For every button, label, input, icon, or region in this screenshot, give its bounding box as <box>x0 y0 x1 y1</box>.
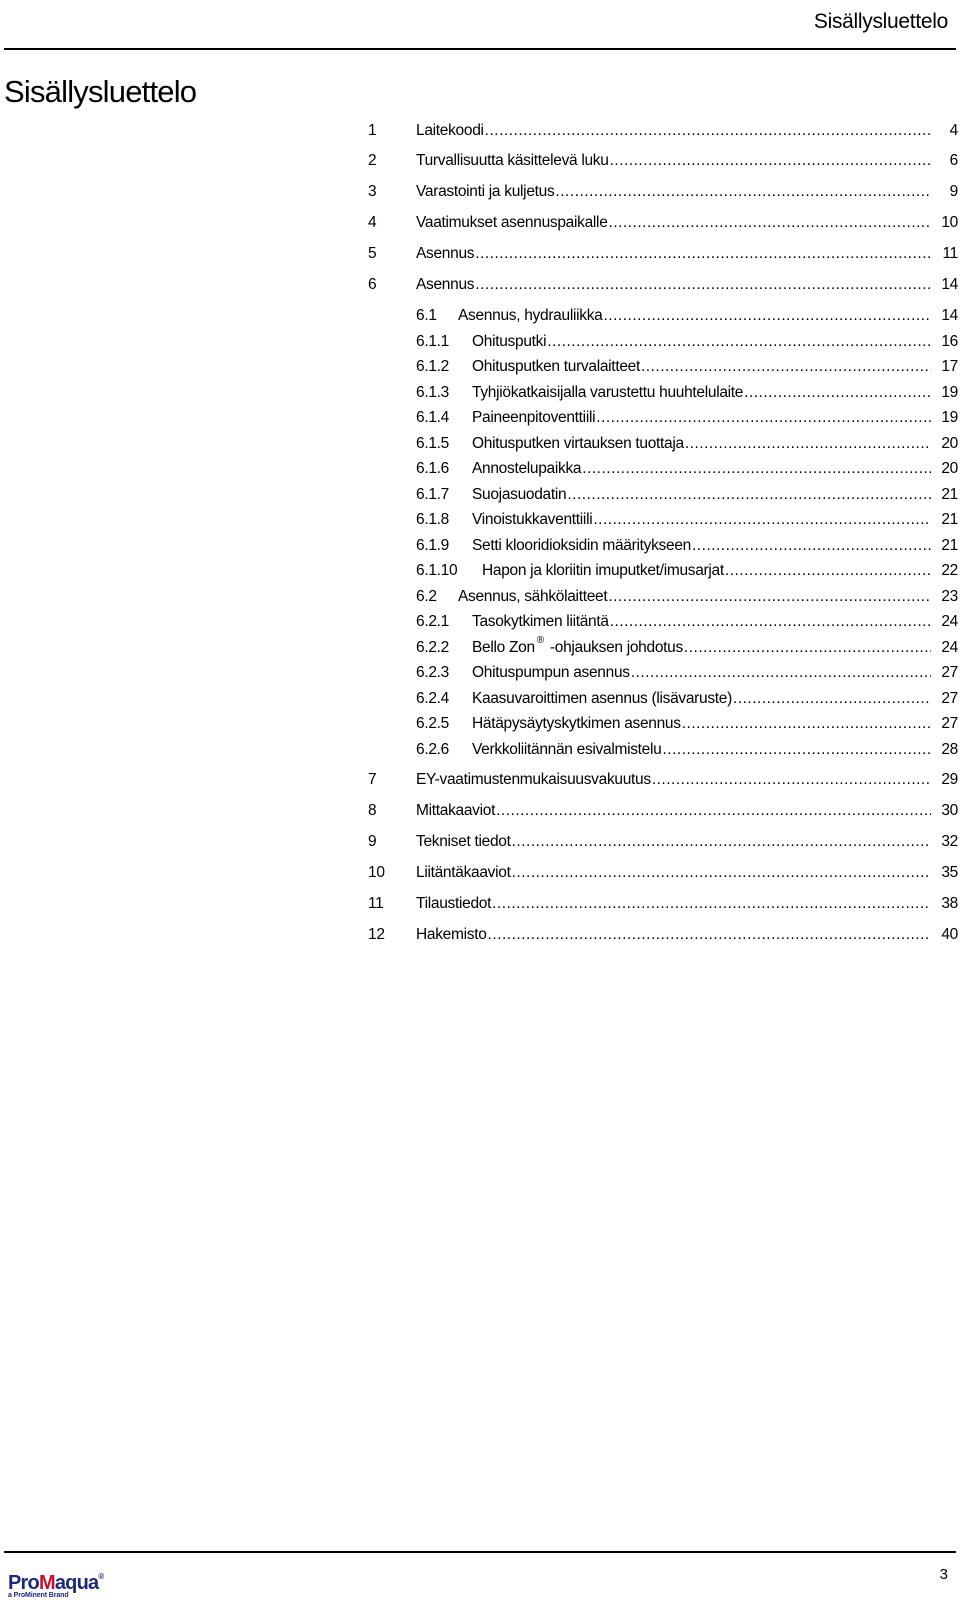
toc-entry-title[interactable]: Mittakaaviot <box>416 802 496 819</box>
toc-dot-leader <box>610 613 931 631</box>
toc-entry-title-part: Bello Zon <box>472 638 535 656</box>
toc-entry-page[interactable]: 23 <box>941 587 958 605</box>
toc-subentry-6-2-6[interactable] <box>368 741 958 767</box>
header-divider <box>4 48 956 50</box>
toc-dot-leader <box>512 864 931 882</box>
toc-entry-title[interactable]: Verkkoliitännän esivalmistelu <box>472 740 662 758</box>
toc-entry-page[interactable]: 35 <box>941 864 958 881</box>
toc-entry-title[interactable]: Asennus <box>416 245 475 262</box>
toc-entry-number: 1 <box>368 122 377 139</box>
table-of-contents <box>368 122 958 957</box>
toc-entry-title[interactable]: Tilaustiedot <box>416 895 492 912</box>
toc-dot-leader <box>596 409 931 427</box>
toc-entry-title[interactable] <box>472 635 683 657</box>
toc-entry-number: 6.1.2 <box>416 358 449 375</box>
toc-entry-title[interactable]: Vinoistukkaventtiili <box>472 511 593 528</box>
toc-dot-leader <box>662 741 931 759</box>
toc-entry-title[interactable]: Laitekoodi <box>416 122 484 139</box>
toc-dot-leader <box>684 639 931 657</box>
toc-dot-leader <box>488 926 931 944</box>
toc-entry-number: 3 <box>368 183 377 200</box>
toc-entry-title[interactable]: Vaatimukset asennuspaikalle <box>416 214 608 231</box>
toc-entry-number: 11 <box>368 895 384 912</box>
toc-entry-page[interactable]: 19 <box>941 409 958 426</box>
toc-entry-number: 6.1.10 <box>416 562 458 579</box>
toc-dot-leader <box>608 588 931 606</box>
page-number: 3 <box>939 1566 948 1583</box>
toc-entry-title[interactable]: Tekniset tiedot <box>416 833 511 850</box>
toc-entry-page[interactable]: 21 <box>941 485 958 503</box>
toc-entry-title-part: -ohjauksen johdotus <box>545 638 683 656</box>
toc-entry-title[interactable]: Tasokytkimen liitäntä <box>472 613 609 630</box>
toc-dot-leader <box>631 664 931 682</box>
toc-entry-page[interactable]: 21 <box>941 536 958 554</box>
toc-subentry-6-2-2[interactable] <box>368 635 958 665</box>
footer-divider <box>4 1551 956 1553</box>
toc-entry-number: 6.1 <box>416 307 437 324</box>
toc-subentry-6-1-5[interactable] <box>368 435 958 461</box>
toc-entry-page[interactable]: 14 <box>941 276 958 293</box>
toc-entry-page[interactable]: 28 <box>941 740 958 758</box>
toc-dot-leader <box>603 307 931 325</box>
toc-entry-page[interactable]: 20 <box>941 460 958 477</box>
toc-entry-10[interactable] <box>368 864 958 895</box>
toc-subentry-6-2-3[interactable] <box>368 664 958 690</box>
toc-dot-leader <box>485 122 931 140</box>
toc-entry-number: 6.1.1 <box>416 332 449 350</box>
toc-dot-leader <box>496 802 931 820</box>
toc-entry-number: 6.1.9 <box>416 536 449 554</box>
toc-entry-number: 12 <box>368 926 385 943</box>
toc-entry-page[interactable]: 17 <box>941 358 958 375</box>
toc-entry-title[interactable]: Asennus, sähkölaitteet <box>458 587 608 605</box>
toc-dot-leader <box>609 214 931 232</box>
toc-dot-leader <box>685 435 931 453</box>
toc-subentry-6-1-10[interactable] <box>368 562 958 588</box>
toc-subentry-6-2-5[interactable] <box>368 715 958 741</box>
toc-entry-number: 8 <box>368 802 377 819</box>
toc-subentry-6-2[interactable] <box>368 588 958 614</box>
toc-subentry-6-1-6[interactable] <box>368 460 958 486</box>
toc-entry-page[interactable]: 19 <box>941 383 958 401</box>
toc-entry-number: 2 <box>368 152 377 169</box>
toc-subentry-6-1-9[interactable] <box>368 537 958 563</box>
toc-subentry-6-1-8[interactable] <box>368 511 958 537</box>
toc-entry-number: 6.2.2 <box>416 638 449 656</box>
toc-entry-title[interactable]: Ohitusputken virtauksen tuottaja <box>472 434 684 452</box>
toc-entry-title[interactable]: Kaasuvaroittimen asennus (lisävaruste) <box>472 689 732 707</box>
toc-dot-leader <box>567 486 931 504</box>
toc-entry-title[interactable]: Paineenpitoventtiili <box>472 409 596 426</box>
toc-dot-leader <box>555 183 931 201</box>
toc-dot-leader <box>610 152 931 170</box>
toc-dot-leader <box>682 715 931 733</box>
toc-dot-leader <box>641 358 931 376</box>
toc-entry-5[interactable] <box>368 245 958 276</box>
toc-dot-leader <box>475 245 931 263</box>
toc-subentry-6-2-4[interactable] <box>368 690 958 716</box>
toc-entry-title[interactable]: Liitäntäkaaviot <box>416 864 511 881</box>
toc-subentry-6-1-7[interactable] <box>368 486 958 512</box>
toc-entry-8[interactable] <box>368 802 958 833</box>
toc-dot-leader <box>492 895 931 913</box>
toc-dot-leader <box>652 771 931 789</box>
toc-entry-number: 5 <box>368 245 377 262</box>
toc-entry-title[interactable]: Tyhjiökatkaisijalla varustettu huuhtelulaite <box>472 383 744 401</box>
toc-subentry-6-1-3[interactable] <box>368 384 958 410</box>
toc-entry-4[interactable] <box>368 214 958 245</box>
toc-dot-leader <box>733 690 931 708</box>
toc-entry-number: 6.1.5 <box>416 434 449 452</box>
toc-entry-3[interactable] <box>368 183 958 214</box>
toc-entry-title[interactable]: Ohitusputki <box>472 332 547 350</box>
toc-dot-leader <box>692 537 931 555</box>
toc-entry-number: 9 <box>368 833 377 850</box>
toc-entry-page[interactable]: 29 <box>941 771 958 788</box>
toc-entry-7[interactable] <box>368 771 958 802</box>
toc-entry-number: 6.1.4 <box>416 409 449 426</box>
toc-entry-page[interactable]: 6 <box>949 152 958 169</box>
toc-entry-number: 6.1.6 <box>416 460 449 477</box>
toc-entry-number: 6.2.1 <box>416 613 449 630</box>
toc-entry-title[interactable]: Ohituspumpun asennus <box>472 664 630 681</box>
page-title: Sisällysluettelo <box>4 74 197 109</box>
toc-entry-page[interactable]: 30 <box>941 802 958 819</box>
toc-entry-number: 6.2.4 <box>416 689 449 707</box>
toc-entry-page[interactable]: 20 <box>941 434 958 452</box>
toc-entry-title[interactable]: Varastointi ja kuljetus <box>416 183 555 200</box>
logo-tagline: a ProMinent Brand <box>8 1592 69 1599</box>
toc-entry-page[interactable]: 16 <box>941 332 958 350</box>
toc-entry-1[interactable] <box>368 122 958 152</box>
toc-entry-number: 6.2 <box>416 587 437 605</box>
toc-entry-number: 6 <box>368 276 377 293</box>
toc-entry-title[interactable]: Hätäpysäytyskytkimen asennus <box>472 715 681 732</box>
toc-entry-page[interactable]: 27 <box>941 689 958 707</box>
toc-entry-title[interactable]: Annostelupaikka <box>472 460 582 477</box>
toc-entry-page[interactable]: 24 <box>941 638 958 656</box>
toc-entry-12[interactable] <box>368 926 958 957</box>
toc-entry-number: 6.1.7 <box>416 485 449 503</box>
toc-dot-leader <box>725 562 931 580</box>
toc-dot-leader <box>744 384 931 402</box>
toc-entry-title[interactable]: Setti klooridioksidin määritykseen <box>472 536 691 554</box>
toc-entry-page[interactable]: 27 <box>941 664 958 681</box>
toc-entry-title[interactable]: Ohitusputken turvalaitteet <box>472 358 640 375</box>
toc-entry-6[interactable] <box>368 276 958 307</box>
toc-entry-number: 7 <box>368 771 377 788</box>
toc-dot-leader <box>512 833 931 851</box>
promaqua-logo <box>8 1572 103 1599</box>
toc-subentry-6-1[interactable] <box>368 307 958 333</box>
toc-entry-number: 6.2.6 <box>416 740 449 758</box>
toc-entry-page[interactable]: 14 <box>941 307 958 324</box>
toc-entry-title[interactable]: EY-vaatimustenmukaisuusvakuutus <box>416 771 651 788</box>
toc-subentry-6-1-2[interactable] <box>368 358 958 384</box>
toc-entry-title[interactable]: Suojasuodatin <box>472 485 567 503</box>
toc-subentry-6-1-1[interactable] <box>368 333 958 359</box>
toc-entry-page[interactable]: 22 <box>941 562 958 579</box>
toc-entry-9[interactable] <box>368 833 958 864</box>
toc-entry-page[interactable]: 9 <box>949 183 958 200</box>
logo-wordmark: ProMaqua® <box>8 1572 104 1594</box>
running-header-title: Sisällysluettelo <box>813 10 948 33</box>
toc-entry-page[interactable]: 21 <box>941 511 958 528</box>
toc-dot-leader <box>475 276 931 294</box>
toc-entry-title[interactable]: Asennus, hydrauliikka <box>458 307 603 324</box>
toc-entry-page[interactable]: 32 <box>941 833 958 850</box>
toc-entry-page[interactable]: 27 <box>941 715 958 732</box>
toc-entry-page[interactable]: 4 <box>949 122 958 139</box>
toc-dot-leader <box>582 460 931 478</box>
toc-entry-page[interactable]: 24 <box>941 613 958 630</box>
toc-entry-page[interactable]: 40 <box>941 926 958 943</box>
toc-dot-leader <box>593 511 931 529</box>
toc-entry-page[interactable]: 38 <box>941 895 958 912</box>
toc-entry-number: 10 <box>368 864 385 881</box>
toc-entry-11[interactable] <box>368 895 958 926</box>
toc-entry-number: 4 <box>368 214 377 231</box>
toc-entry-title[interactable]: Asennus <box>416 276 475 293</box>
toc-entry-number: 6.1.8 <box>416 511 449 528</box>
toc-subentry-6-1-4[interactable] <box>368 409 958 435</box>
toc-entry-page[interactable]: 10 <box>941 214 958 231</box>
toc-entry-number: 6.2.3 <box>416 664 449 681</box>
toc-entry-page[interactable]: 11 <box>942 245 958 262</box>
toc-dot-leader <box>547 333 931 351</box>
toc-entry-number: 6.2.5 <box>416 715 449 732</box>
toc-entry-2[interactable] <box>368 152 958 183</box>
toc-entry-title[interactable]: Hakemisto <box>416 926 487 943</box>
toc-entry-number: 6.1.3 <box>416 383 449 401</box>
toc-entry-title[interactable]: Hapon ja kloriitin imuputket/imusarjat <box>482 562 724 579</box>
registered-mark: ® <box>536 635 544 647</box>
toc-subentry-6-2-1[interactable] <box>368 613 958 639</box>
toc-entry-title[interactable]: Turvallisuutta käsittelevä luku <box>416 152 609 169</box>
